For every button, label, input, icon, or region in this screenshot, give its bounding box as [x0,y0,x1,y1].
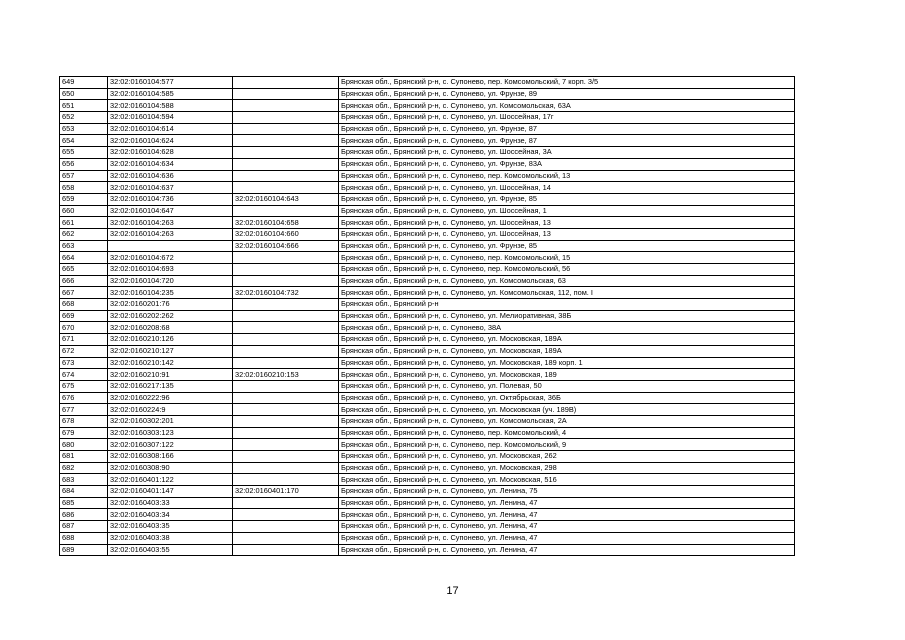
related-cadastral-number-cell [233,182,339,194]
row-number-cell: 672 [60,345,108,357]
row-number-cell: 686 [60,509,108,521]
row-number-cell: 649 [60,77,108,89]
row-number-cell: 668 [60,299,108,311]
table-row [60,135,795,147]
table-row [60,205,795,217]
address-cell: Брянская обл., Брянский р-н, с. Супонево, ул. Ленина, 47 [339,532,795,544]
cadastral-number-cell: 32:02:0160104:624 [108,135,233,147]
address-cell: Брянская обл., Брянский р-н, с. Супонево, ул. Шоссейная, 17г [339,112,795,124]
related-cadastral-number-cell [233,88,339,100]
table-row [60,100,795,112]
table-row [60,77,795,89]
address-cell: Брянская обл., Брянский р-н, с. Супонево, ул. Фрунзе, 87 [339,135,795,147]
cadastral-number-cell: 32:02:0160201:76 [108,299,233,311]
table-row [60,240,795,252]
related-cadastral-number-cell [233,135,339,147]
cadastral-number-cell: 32:02:0160104:235 [108,287,233,299]
cadastral-number-cell: 32:02:0160403:38 [108,532,233,544]
row-number-cell: 654 [60,135,108,147]
cadastral-number-cell: 32:02:0160104:585 [108,88,233,100]
row-number-cell: 685 [60,497,108,509]
cadastral-number-cell: 32:02:0160104:637 [108,182,233,194]
row-number-cell: 665 [60,264,108,276]
address-cell: Брянская обл., Брянский р-н, с. Супонево, ул. Октябрьская, 36Б [339,392,795,404]
table-row [60,451,795,463]
cadastral-number-cell: 32:02:0160104:736 [108,193,233,205]
address-cell: Брянская обл., Брянский р-н, с. Супонево, пер. Комсомольский, 9 [339,439,795,451]
cadastral-number-cell: 32:02:0160403:35 [108,521,233,533]
row-number-cell: 683 [60,474,108,486]
address-cell: Брянская обл., Брянский р-н, с. Супонево, ул. Шоссейная, 13 [339,217,795,229]
cadastral-number-cell: 32:02:0160104:720 [108,275,233,287]
address-cell: Брянская обл., Брянский р-н, с. Супонево, ул. Московская, 298 [339,462,795,474]
cadastral-number-cell: 32:02:0160303:123 [108,427,233,439]
address-cell: Брянская обл., Брянский р-н [339,299,795,311]
table-row [60,322,795,334]
row-number-cell: 675 [60,380,108,392]
related-cadastral-number-cell [233,544,339,556]
row-number-cell: 652 [60,112,108,124]
related-cadastral-number-cell: 32:02:0160104:643 [233,193,339,205]
related-cadastral-number-cell [233,532,339,544]
table-row [60,345,795,357]
address-cell: Брянская обл., Брянский р-н, с. Супонево, ул. Мелиоративная, 38Б [339,310,795,322]
address-cell: Брянская обл., Брянский р-н, с. Супонево, ул. Комсомольская, 63А [339,100,795,112]
table-row [60,532,795,544]
table-row [60,439,795,451]
address-cell: Брянская обл., Брянский р-н, с. Супонево, ул. Московская, 189 корп. 1 [339,357,795,369]
related-cadastral-number-cell [233,252,339,264]
table-row [60,415,795,427]
related-cadastral-number-cell [233,415,339,427]
address-cell: Брянская обл., Брянский р-н, с. Супонево, ул. Фрунзе, 83А [339,158,795,170]
cadastral-number-cell: 32:02:0160104:672 [108,252,233,264]
related-cadastral-number-cell [233,100,339,112]
row-number-cell: 664 [60,252,108,264]
row-number-cell: 677 [60,404,108,416]
related-cadastral-number-cell [233,509,339,521]
cadastral-number-cell: 32:02:0160222:96 [108,392,233,404]
row-number-cell: 663 [60,240,108,252]
table-row [60,158,795,170]
table-row [60,310,795,322]
address-cell: Брянская обл., Брянский р-н, с. Супонево, ул. Московская, 189А [339,345,795,357]
table-row [60,170,795,182]
address-cell: Брянская обл., Брянский р-н, с. Супонево, ул. Шоссейная, 14 [339,182,795,194]
row-number-cell: 661 [60,217,108,229]
page-number: 17 [446,585,459,597]
row-number-cell: 666 [60,275,108,287]
table-row [60,182,795,194]
cadastral-number-cell: 32:02:0160104:577 [108,77,233,89]
table-row [60,497,795,509]
related-cadastral-number-cell [233,357,339,369]
related-cadastral-number-cell: 32:02:0160104:660 [233,228,339,240]
cadastral-number-cell: 32:02:0160302:201 [108,415,233,427]
address-cell: Брянская обл., Брянский р-н, с. Супонево, ул. Московская, 189 [339,369,795,381]
related-cadastral-number-cell [233,170,339,182]
cadastral-number-cell: 32:02:0160224:9 [108,404,233,416]
cadastral-number-cell: 32:02:0160210:91 [108,369,233,381]
cadastral-number-cell: 32:02:0160104:263 [108,217,233,229]
cadastral-number-cell: 32:02:0160403:34 [108,509,233,521]
related-cadastral-number-cell [233,264,339,276]
address-cell: Брянская обл., Брянский р-н, с. Супонево, ул. Комсомольская, 63 [339,275,795,287]
row-number-cell: 674 [60,369,108,381]
table-row [60,509,795,521]
related-cadastral-number-cell [233,404,339,416]
cadastral-number-cell: 32:02:0160104:634 [108,158,233,170]
row-number-cell: 660 [60,205,108,217]
table-row [60,369,795,381]
table-row [60,334,795,346]
row-number-cell: 656 [60,158,108,170]
table-row [60,380,795,392]
address-cell: Брянская обл., Брянский р-н, с. Супонево, пер. Комсомольский, 7 корп. 3/5 [339,77,795,89]
row-number-cell: 688 [60,532,108,544]
related-cadastral-number-cell [233,427,339,439]
row-number-cell: 678 [60,415,108,427]
related-cadastral-number-cell: 32:02:0160104:658 [233,217,339,229]
row-number-cell: 671 [60,334,108,346]
cadastral-number-cell: 32:02:0160104:594 [108,112,233,124]
table-row [60,228,795,240]
registry-table-body [60,77,795,556]
address-cell: Брянская обл., Брянский р-н, с. Супонево, ул. Шоссейная, 3А [339,147,795,159]
related-cadastral-number-cell: 32:02:0160210:153 [233,369,339,381]
related-cadastral-number-cell [233,310,339,322]
address-cell: Брянская обл., Брянский р-н, с. Супонево, ул. Комсомольская, 112, пом. I [339,287,795,299]
row-number-cell: 662 [60,228,108,240]
related-cadastral-number-cell [233,205,339,217]
cadastral-number-cell: 32:02:0160104:693 [108,264,233,276]
table-row [60,112,795,124]
cadastral-number-cell: 32:02:0160104:636 [108,170,233,182]
address-cell: Брянская обл., Брянский р-н, с. Супонево, пер. Комсомольский, 4 [339,427,795,439]
address-cell: Брянская обл., Брянский р-н, с. Супонево, ул. Шоссейная, 13 [339,228,795,240]
related-cadastral-number-cell [233,112,339,124]
address-cell: Брянская обл., Брянский р-н, с. Супонево, пер. Комсомольский, 15 [339,252,795,264]
row-number-cell: 673 [60,357,108,369]
address-cell: Брянская обл., Брянский р-н, с. Супонево, ул. Московская (уч. 189В) [339,404,795,416]
table-row [60,287,795,299]
address-cell: Брянская обл., Брянский р-н, с. Супонево, 38А [339,322,795,334]
cadastral-number-cell: 32:02:0160208:68 [108,322,233,334]
related-cadastral-number-cell: 32:02:0160104:666 [233,240,339,252]
row-number-cell: 653 [60,123,108,135]
table-row [60,217,795,229]
row-number-cell: 676 [60,392,108,404]
address-cell: Брянская обл., Брянский р-н, с. Супонево, ул. Полевая, 50 [339,380,795,392]
related-cadastral-number-cell [233,392,339,404]
cadastral-number-cell: 32:02:0160308:90 [108,462,233,474]
cadastral-number-cell: 32:02:0160217:135 [108,380,233,392]
table-row [60,521,795,533]
address-cell: Брянская обл., Брянский р-н, с. Супонево, ул. Ленина, 47 [339,521,795,533]
cadastral-number-cell: 32:02:0160401:122 [108,474,233,486]
table-row [60,275,795,287]
row-number-cell: 651 [60,100,108,112]
related-cadastral-number-cell [233,345,339,357]
related-cadastral-number-cell: 32:02:0160104:732 [233,287,339,299]
cadastral-number-cell: 32:02:0160104:628 [108,147,233,159]
row-number-cell: 689 [60,544,108,556]
cadastral-number-cell: 32:02:0160308:166 [108,451,233,463]
cadastral-number-cell: 32:02:0160104:588 [108,100,233,112]
address-cell: Брянская обл., Брянский р-н, с. Супонево, ул. Московская, 516 [339,474,795,486]
table-row [60,193,795,205]
address-cell: Брянская обл., Брянский р-н, с. Супонево, пер. Комсомольский, 13 [339,170,795,182]
related-cadastral-number-cell [233,299,339,311]
cadastral-number-cell [108,240,233,252]
address-cell: Брянская обл., Брянский р-н, с. Супонево, ул. Фрунзе, 87 [339,123,795,135]
row-number-cell: 680 [60,439,108,451]
related-cadastral-number-cell [233,497,339,509]
row-number-cell: 681 [60,451,108,463]
address-cell: Брянская обл., Брянский р-н, с. Супонево, ул. Фрунзе, 85 [339,240,795,252]
cadastral-number-cell: 32:02:0160104:614 [108,123,233,135]
address-cell: Брянская обл., Брянский р-н, с. Супонево, ул. Фрунзе, 85 [339,193,795,205]
cadastral-number-cell: 32:02:0160307:122 [108,439,233,451]
related-cadastral-number-cell [233,334,339,346]
cadastral-number-cell: 32:02:0160210:142 [108,357,233,369]
table-row [60,88,795,100]
table-row [60,427,795,439]
table-row [60,147,795,159]
registry-table [59,76,795,556]
row-number-cell: 687 [60,521,108,533]
related-cadastral-number-cell [233,158,339,170]
address-cell: Брянская обл., Брянский р-н, с. Супонево, ул. Комсомольская, 2А [339,415,795,427]
row-number-cell: 684 [60,486,108,498]
related-cadastral-number-cell [233,521,339,533]
cadastral-number-cell: 32:02:0160202:262 [108,310,233,322]
cadastral-number-cell: 32:02:0160403:55 [108,544,233,556]
row-number-cell: 655 [60,147,108,159]
cadastral-number-cell: 32:02:0160401:147 [108,486,233,498]
row-number-cell: 669 [60,310,108,322]
address-cell: Брянская обл., Брянский р-н, с. Супонево, пер. Комсомольский, 56 [339,264,795,276]
related-cadastral-number-cell [233,474,339,486]
table-row [60,474,795,486]
cadastral-number-cell: 32:02:0160403:33 [108,497,233,509]
table-row [60,404,795,416]
table-row [60,462,795,474]
address-cell: Брянская обл., Брянский р-н, с. Супонево, ул. Ленина, 47 [339,497,795,509]
row-number-cell: 650 [60,88,108,100]
table-row [60,299,795,311]
row-number-cell: 667 [60,287,108,299]
related-cadastral-number-cell [233,275,339,287]
row-number-cell: 682 [60,462,108,474]
cadastral-number-cell: 32:02:0160210:127 [108,345,233,357]
table-row [60,544,795,556]
address-cell: Брянская обл., Брянский р-н, с. Супонево, ул. Фрунзе, 89 [339,88,795,100]
table-row [60,264,795,276]
address-cell: Брянская обл., Брянский р-н, с. Супонево, ул. Московская, 262 [339,451,795,463]
row-number-cell: 657 [60,170,108,182]
table-row [60,486,795,498]
table-row [60,357,795,369]
table-row [60,252,795,264]
related-cadastral-number-cell [233,451,339,463]
related-cadastral-number-cell [233,322,339,334]
address-cell: Брянская обл., Брянский р-н, с. Супонево, ул. Ленина, 47 [339,509,795,521]
cadastral-number-cell: 32:02:0160104:647 [108,205,233,217]
related-cadastral-number-cell [233,439,339,451]
row-number-cell: 670 [60,322,108,334]
address-cell: Брянская обл., Брянский р-н, с. Супонево, ул. Шоссейная, 1 [339,205,795,217]
address-cell: Брянская обл., Брянский р-н, с. Супонево, ул. Ленина, 47 [339,544,795,556]
row-number-cell: 658 [60,182,108,194]
row-number-cell: 679 [60,427,108,439]
related-cadastral-number-cell [233,147,339,159]
related-cadastral-number-cell [233,123,339,135]
table-row [60,123,795,135]
cadastral-number-cell: 32:02:0160104:263 [108,228,233,240]
cadastral-number-cell: 32:02:0160210:126 [108,334,233,346]
row-number-cell: 659 [60,193,108,205]
table-row [60,392,795,404]
related-cadastral-number-cell [233,77,339,89]
related-cadastral-number-cell [233,462,339,474]
related-cadastral-number-cell [233,380,339,392]
address-cell: Брянская обл., Брянский р-н, с. Супонево, ул. Ленина, 75 [339,486,795,498]
related-cadastral-number-cell: 32:02:0160401:170 [233,486,339,498]
address-cell: Брянская обл., Брянский р-н, с. Супонево, ул. Московская, 189А [339,334,795,346]
